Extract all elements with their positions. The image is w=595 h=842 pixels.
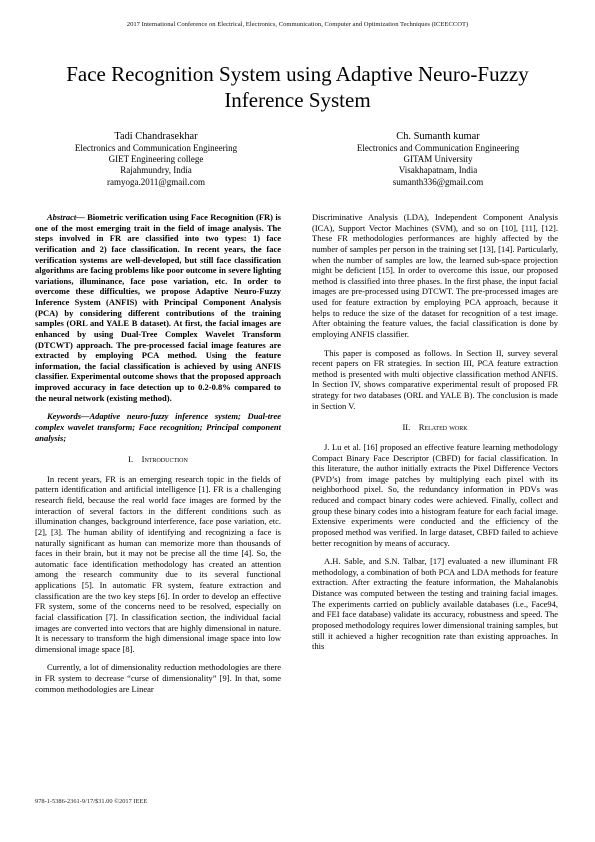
section-heading-introduction [35,454,281,465]
author-block-1 [36,130,276,188]
author-city: Visakhapatnam, India [398,165,478,176]
author-name: Ch. Sumanth kumar [396,131,480,142]
author-name: Tadi Chandrasekhar [114,131,198,142]
section-heading-related-work [312,422,558,433]
paragraph: Currently, a lot of dimensionality reduction methodologies are there in FR system to decrease “curse of dimensionality” [9]. In that, some common methodologies are Linear [35,662,281,694]
abstract-text: — Biometric verification using Face Recognition (FR) is one of the most emerging trait in the field of image analysis. The steps involved in FR are classified into two types: 1) face verification and 2) face classification. In recent years, the face verification systems are well-developed, but still face classification algorithms are facing problems like poor outcome in severe lighting variations, illuminance, face pose variation, etc. In order to overcome these difficulties, we propose Adaptive Neuro-Fuzzy Inference System (ANFIS) with Principal Component Analysis (PCA) by considering different contributions of the training samples (ORL and YALE B dataset). At first, the facial images are enhanced by using Dual-Tree Complex Wavelet Transform (DTCWT) approach. The pre-processed facial image features are extracted by employing PCA method. Using the feature information, the facial classification is achieved by using ANFIS classifier. Experimental outcome shows that the proposed approach improved accuracy in face detection up to 0.2-0.8% compared to the neural network (existing method). [35,212,281,403]
section-number: II. [402,422,411,433]
right-column [312,212,558,652]
author-block-2 [318,130,558,188]
paragraph: This paper is composed as follows. In Section II, survey several recent papers on FR strategies. In section III, PCA feature extraction method is presented with multi objective classification method ANFIS. In Section IV, shows comparative experimental result of proposed FR strategy for two databases (ORL and YALE B). The conclusion is made in Section V. [312,347,558,411]
paper-title: Face Recognition System using Adaptive Neuro-Fuzzy Inference System [66,62,529,112]
copyright-footer: 978-1-5386-2361-9/17/$31.00 ©2017 IEEE [35,798,148,805]
paragraph: In recent years, FR is an emerging research topic in the fields of pattern identification and artificial intelligence [1]. FR is a challenging research field, because the real world face images are formed by the interaction of several factors in the different conditions such as illumination changes, background interference, face pose variation, etc. [2], [3]. The human ability of identifying and recognizing a face is naturally significant as human can memorize more than thousands of faces in their brain, but it may not be precise all the time [4]. So, the automatic face identification methodology has created an attention among the research community due to its several functional applications [5]. In automatic FR system, feature extraction and classification are the two key steps [6]. In order to develop an effective FR system, some of the concerns need to be resolved, especially on facial classification [7]. In classification section, the individual facial images are converted into vectors that are highly dimensional in nature. It is necessary to transform the high dimensional image space into low dimensional image space [8]. [35,473,281,654]
author-org: GITAM University [403,154,473,165]
keywords: Keywords—Adaptive neuro-fuzzy inference system; Dual-tree complex wavelet transform; Face recognition; Principal component analysis; [35,411,281,443]
section-title: Introduction [141,454,188,465]
author-org: GIET Engineering college [108,154,204,165]
paragraph: Discriminative Analysis (LDA), Independent Component Analysis (ICA), Support Vector Machines (SVM), and so on [10], [11], [12]. These FR methodologies performances are highly affected by the number of samples per person in the training set [13], [14]. Particularly, when the number of samples are low, the learned sub-space projection might be deficient [15]. In order to overcome this issue, our proposed method is classified into three phases. In the first phase, the input facial images are pre-processed using DTCWT. The pre-processed images are used for feature extraction by employing PCA approach, because it helps to reduce the size of the dataset for recognition of a test image. After obtaining the feature values, the facial classification is done by employing ANFIS classifier. [312,212,558,339]
author-dept: Electronics and Communication Engineering [356,143,520,153]
author-email: ramyoga.2011@gmail.com [107,176,205,187]
section-title: Related work [418,422,468,433]
author-city: Rajahmundry, India [120,165,192,176]
author-email: sumanth336@gmail.com [392,176,484,187]
abstract-label: Abstract [47,212,77,222]
paragraph: J. Lu et al. [16] proposed an effective feature learning methodology Compact Binary Face Descriptor (CBFD) for facial classification. In this literature, the author initially extracts the Pixel Difference Vectors (PVD’s) from image patches by multiplying each pixel with its neighborhood pixel. So, the redundancy information in PDVs was reduced and compact binary codes were achieved. Finally, collect and group these binary codes into a histogram feature for each facial image. Extensive experiments were conducted and the efficiency of the proposed method was verified. In large dataset, CBFD failed to achieve better recognition by means of accuracy. [312,441,558,548]
author-dept: Electronics and Communication Engineering [74,143,238,153]
section-number: I. [128,454,134,465]
left-column [35,212,281,694]
paragraph: A.H. Sable, and S.N. Talbar, [17] evaluated a new illuminant FR methodology, a combination of both PCA and LDA methods for feature extraction. After extracting the feature information, the Mahalanobis Distance was computed between the testing and training facial images. The experiments carried on publicly available databases (i.e., Face94, and FEI face database) validate its accuracy, robustness and speed. The proposed methodology requires lower dimensional training samples, but still it achieved a higher recognition rate than existing approaches. In this [312,556,558,652]
abstract [35,212,281,403]
conference-header: 2017 International Conference on Electrical, Electronics, Communication, Computer and Optimization Techniques (ICEECCOT) [126,21,469,28]
